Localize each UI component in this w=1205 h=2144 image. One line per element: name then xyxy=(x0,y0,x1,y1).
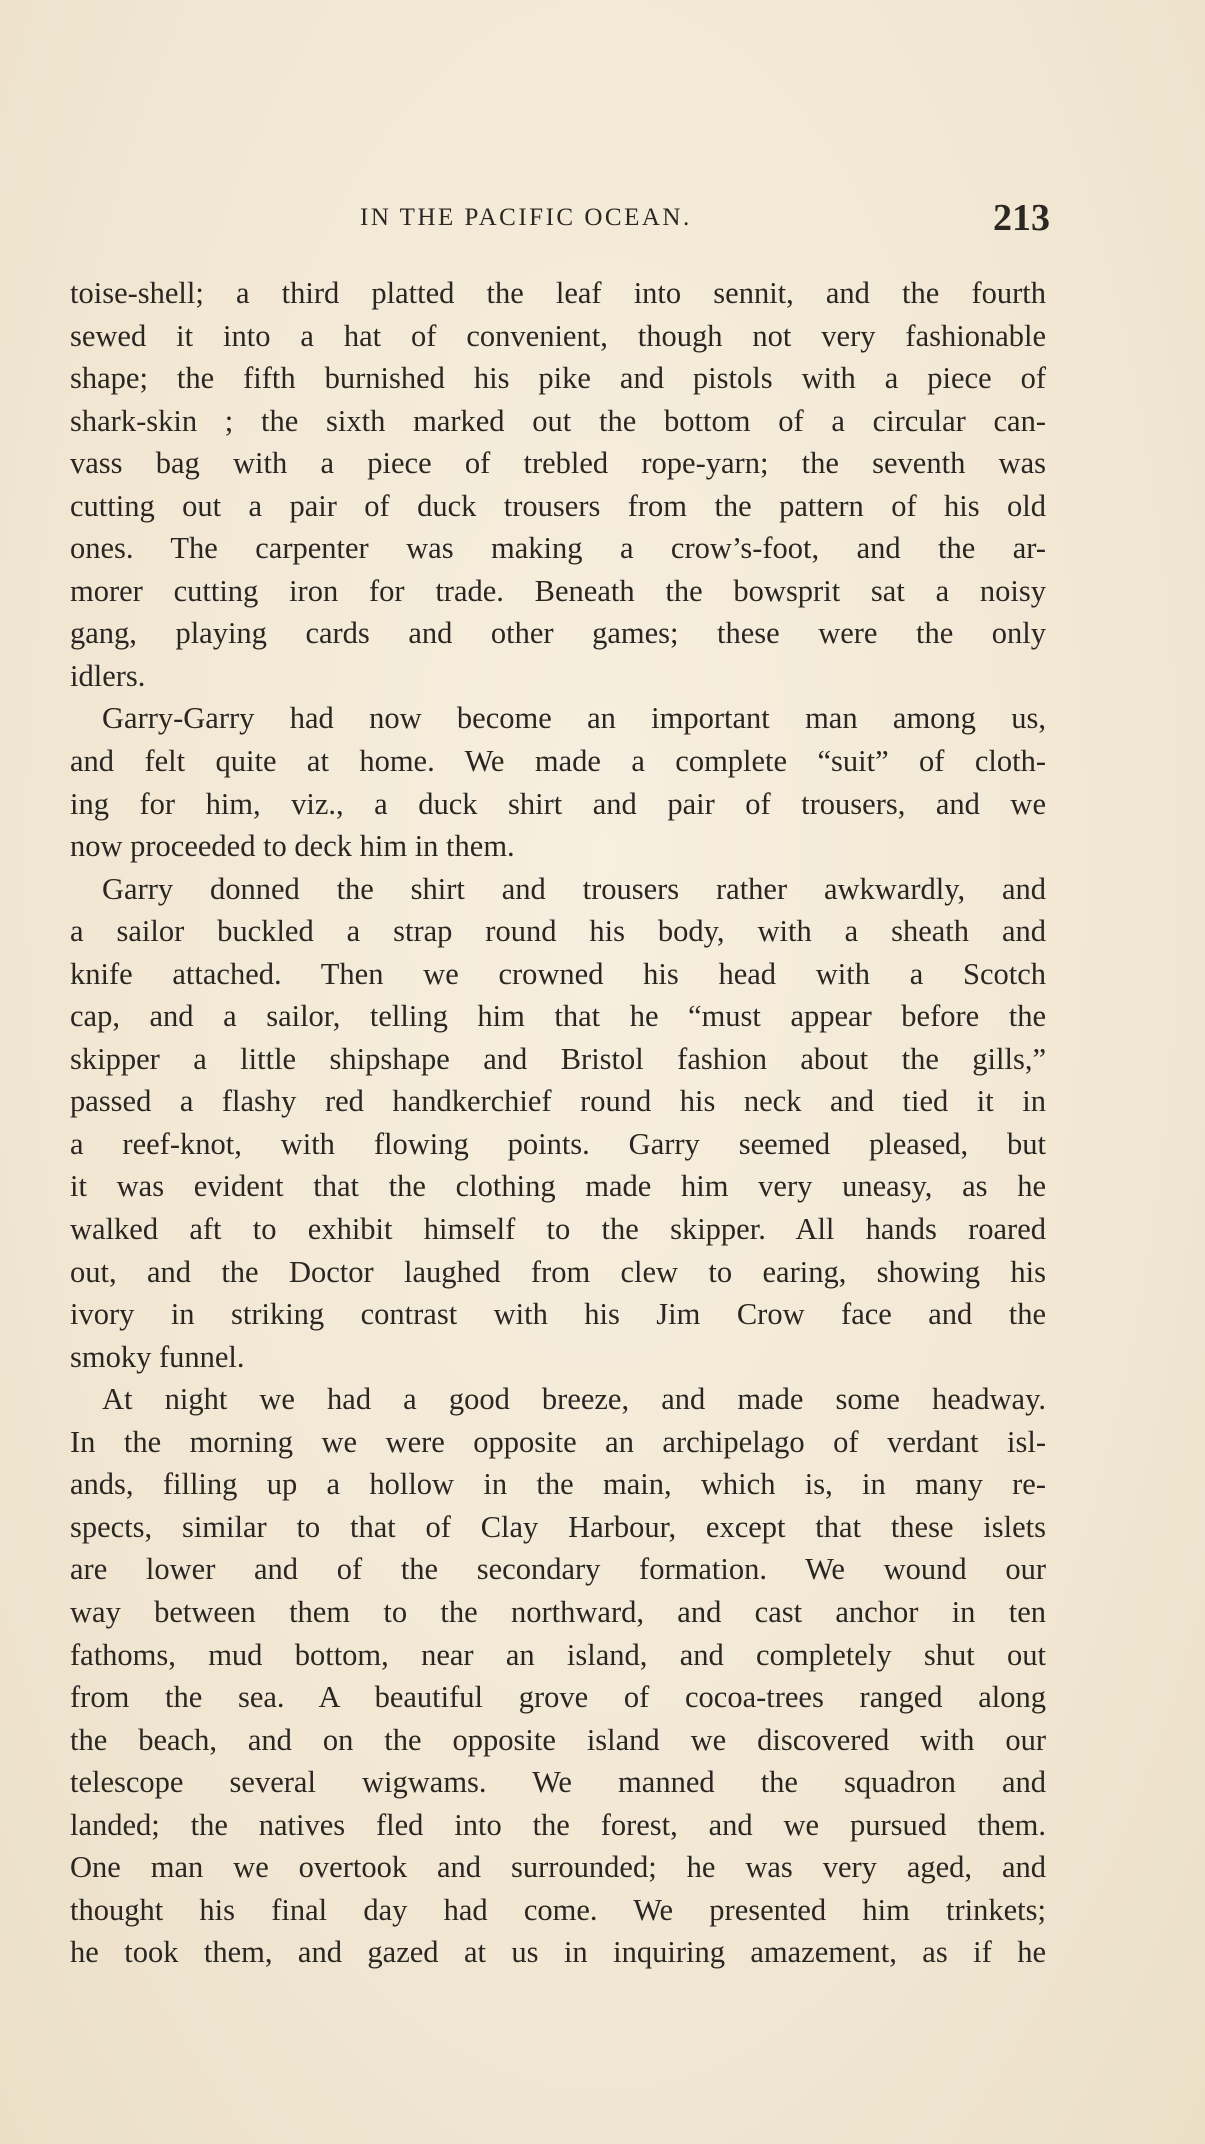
text-line: it was evident that the clothing made him very uneasy, as he xyxy=(70,1169,1046,1204)
text-line: and felt quite at home. We made a complete “suit” of cloth- xyxy=(70,744,1046,779)
text-line: Garry-Garry had now become an important man among us, xyxy=(102,701,1046,736)
text-line: fathoms, mud bottom, near an island, and completely shut out xyxy=(70,1637,1046,1672)
text-line: gang, playing cards and other games; these were the only xyxy=(70,616,1046,651)
text-line: landed; the natives fled into the forest, and we pursued them. xyxy=(70,1807,1046,1842)
text-line: he took them, and gazed at us in inquiring amazement, as if he xyxy=(70,1935,1046,1970)
text-line: a sailor buckled a strap round his body, with a sheath and xyxy=(70,914,1046,949)
text-line: ones. The carpenter was making a crow’s-foot, and the ar- xyxy=(70,531,1046,566)
text-line: toise-shell; a third platted the leaf into sennit, and the fourth xyxy=(70,276,1046,310)
text-line: ivory in striking contrast with his Jim Crow face and the xyxy=(70,1297,1046,1332)
text-line: smoky funnel. xyxy=(70,1339,245,1374)
text-line: One man we overtook and surrounded; he was very aged, and xyxy=(70,1850,1046,1885)
text-line: a reef-knot, with flowing points. Garry seemed pleased, but xyxy=(70,1126,1046,1161)
text-line: sewed it into a hat of convenient, though not very fashionable xyxy=(70,318,1046,353)
body-text xyxy=(70,272,1046,1974)
text-line: In the morning we were opposite an archipelago of verdant isl- xyxy=(70,1424,1046,1459)
text-line: Garry donned the shirt and trousers rather awkwardly, and xyxy=(102,871,1046,906)
text-line: knife attached. Then we crowned his head with a Scotch xyxy=(70,956,1046,991)
text-line: shark-skin ; the sixth marked out the bottom of a circular can- xyxy=(70,403,1046,438)
text-line: ands, filling up a hollow in the main, which is, in many re- xyxy=(70,1467,1046,1502)
text-line: morer cutting iron for trade. Beneath the bowsprit sat a noisy xyxy=(70,573,1046,608)
text-line: idlers. xyxy=(70,658,146,693)
text-line: cap, and a sailor, telling him that he “must appear before the xyxy=(70,999,1046,1034)
text-line: are lower and of the secondary formation. We wound our xyxy=(70,1552,1046,1587)
text-line: shape; the fifth burnished his pike and pistols with a piece of xyxy=(70,361,1046,396)
text-line: from the sea. A beautiful grove of cocoa-trees ranged along xyxy=(70,1680,1046,1715)
text-line: telescope several wigwams. We manned the squadron and xyxy=(70,1765,1046,1800)
text-line: out, and the Doctor laughed from clew to earing, showing his xyxy=(70,1254,1046,1289)
text-line: thought his final day had come. We presented him trinkets; xyxy=(70,1892,1046,1927)
text-line: now proceeded to deck him in them. xyxy=(70,829,515,864)
text-line: cutting out a pair of duck trousers from the pattern of his old xyxy=(70,488,1046,523)
running-head: IN THE PACIFIC OCEAN. xyxy=(360,204,692,231)
text-line: ing for him, viz., a duck shirt and pair of trousers, and we xyxy=(70,786,1046,821)
text-line: walked aft to exhibit himself to the skipper. All hands roared xyxy=(70,1212,1046,1247)
text-line: vass bag with a piece of trebled rope-yarn; the seventh was xyxy=(70,446,1046,481)
text-line: At night we had a good breeze, and made some headway. xyxy=(102,1382,1046,1417)
text-line: way between them to the northward, and cast anchor in ten xyxy=(70,1594,1046,1629)
text-line: the beach, and on the opposite island we discovered with our xyxy=(70,1722,1046,1757)
text-line: passed a flashy red handkerchief round his neck and tied it in xyxy=(70,1084,1046,1119)
page-header xyxy=(70,196,1050,246)
text-line: spects, similar to that of Clay Harbour, except that these islets xyxy=(70,1509,1046,1544)
text-line: skipper a little shipshape and Bristol fashion about the gills,” xyxy=(70,1041,1046,1076)
page-number: 213 xyxy=(993,197,1050,239)
